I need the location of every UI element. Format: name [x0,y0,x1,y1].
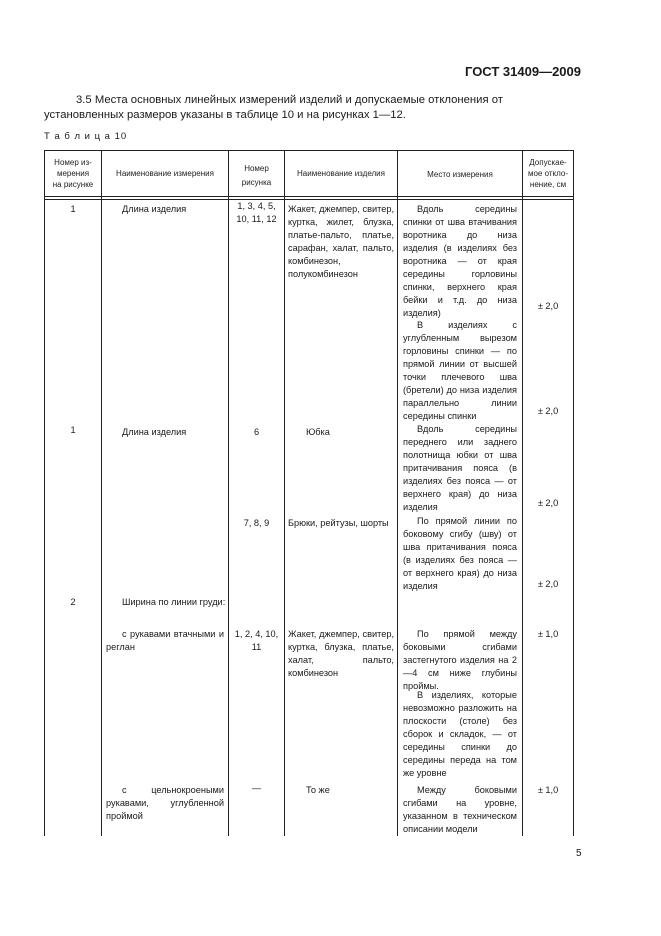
header-measure-place: Место измерения [427,170,493,179]
tolerance: ± 2,0 [537,579,559,589]
measure-name: Длина изделия [122,427,187,437]
measure-number: 1 [70,204,76,214]
item-name: То же [306,785,330,795]
measure-place: По прямой линии по боковому сгибу (шву) от шва притачивания пояса (в изделиях без пояса — от верхнего края) до низа изделия [403,516,517,591]
item-name: Юбка [306,427,330,437]
tolerance: ± 2,0 [537,406,559,416]
tolerance: ± 1,0 [537,785,559,795]
measure-number: 1 [70,425,76,435]
item-name: Жакет, джемпер, свитер, куртка, блузка, платье, халат, пальто, комбинезон [288,629,394,678]
measure-place: Вдоль середины спинки от шва втачивания воротника до низа изделия (в изделиях без воротника — от края середины горловины спинки, верхнего края бейки и т.д. до низа изделия) [403,204,517,318]
header-item-name: Наименование изделия [297,169,385,178]
measure-subname: с рукавами втачными и реглан [106,629,224,652]
header-figure-number: Номер рисунка [241,164,272,187]
figure-numbers: — [251,783,262,793]
measure-place: Вдоль середины переднего или заднего полотнища юбки от шва притачивания пояса (в изделиях без пояса — от верхнего края) до низа изделия [403,424,517,512]
measure-place: В изделиях с углубленным вырезом горловины спинки — по прямой линии от высшей точки плечевого шва (бретели) до низа изделия параллельно линии середины спинки [403,320,517,421]
header-measure-name: Наименование измерения [116,169,214,178]
page-number: 5 [576,848,582,859]
measure-subname: с цельнокроеными рукавами, углубленной проймой [106,785,224,821]
measure-place: По прямой между боковыми сгибами застегнутого изделия на 2—4 см ниже глубины проймы. [403,629,517,691]
figure-numbers: 1, 3, 4, 5, 10, 11, 12 [236,201,277,224]
figure-numbers: 7, 8, 9 [243,518,270,528]
measure-name: Длина изделия [122,204,187,214]
measure-place: Между боковыми сгибами на уровне, указанном в техническом описании модели [403,785,517,834]
measure-name: Ширина по линии груди: [122,597,226,607]
item-name: Брюки, рейтузы, шорты [288,518,389,528]
measure-number: 2 [70,597,76,607]
tolerance: ± 1,0 [537,629,559,639]
figure-numbers: 1, 2, 4, 10, 11 [234,629,279,652]
standard-number: ГОСТ 31409—2009 [465,64,581,79]
tolerance: ± 2,0 [537,301,559,311]
tolerance: ± 2,0 [537,498,559,508]
measure-place: В изделиях, которые невозможно разложить на плоскости (столе) без сборок и складок, — от середины спинки до середины переда на том же уровне [403,690,517,778]
figure-numbers: 6 [253,427,260,437]
header-measure-number: Номер из- мерения на рисунке [52,158,94,189]
header-tolerance: Допускае- мое откло- нение, см [527,158,569,189]
item-name: Жакет, джемпер, свитер, куртка, жилет, блузка, платье-пальто, платье, сарафан, халат, пальто, комбинезон, полукомбинезон [288,204,394,279]
table-caption: Т а б л и ц а 10 [44,131,128,142]
intro-paragraph: 3.5 Места основных линейных измерений изделий и допускаемые отклонения от установленных размеров указаны в таблице 10 и на рисунках 1—12. [44,94,503,121]
